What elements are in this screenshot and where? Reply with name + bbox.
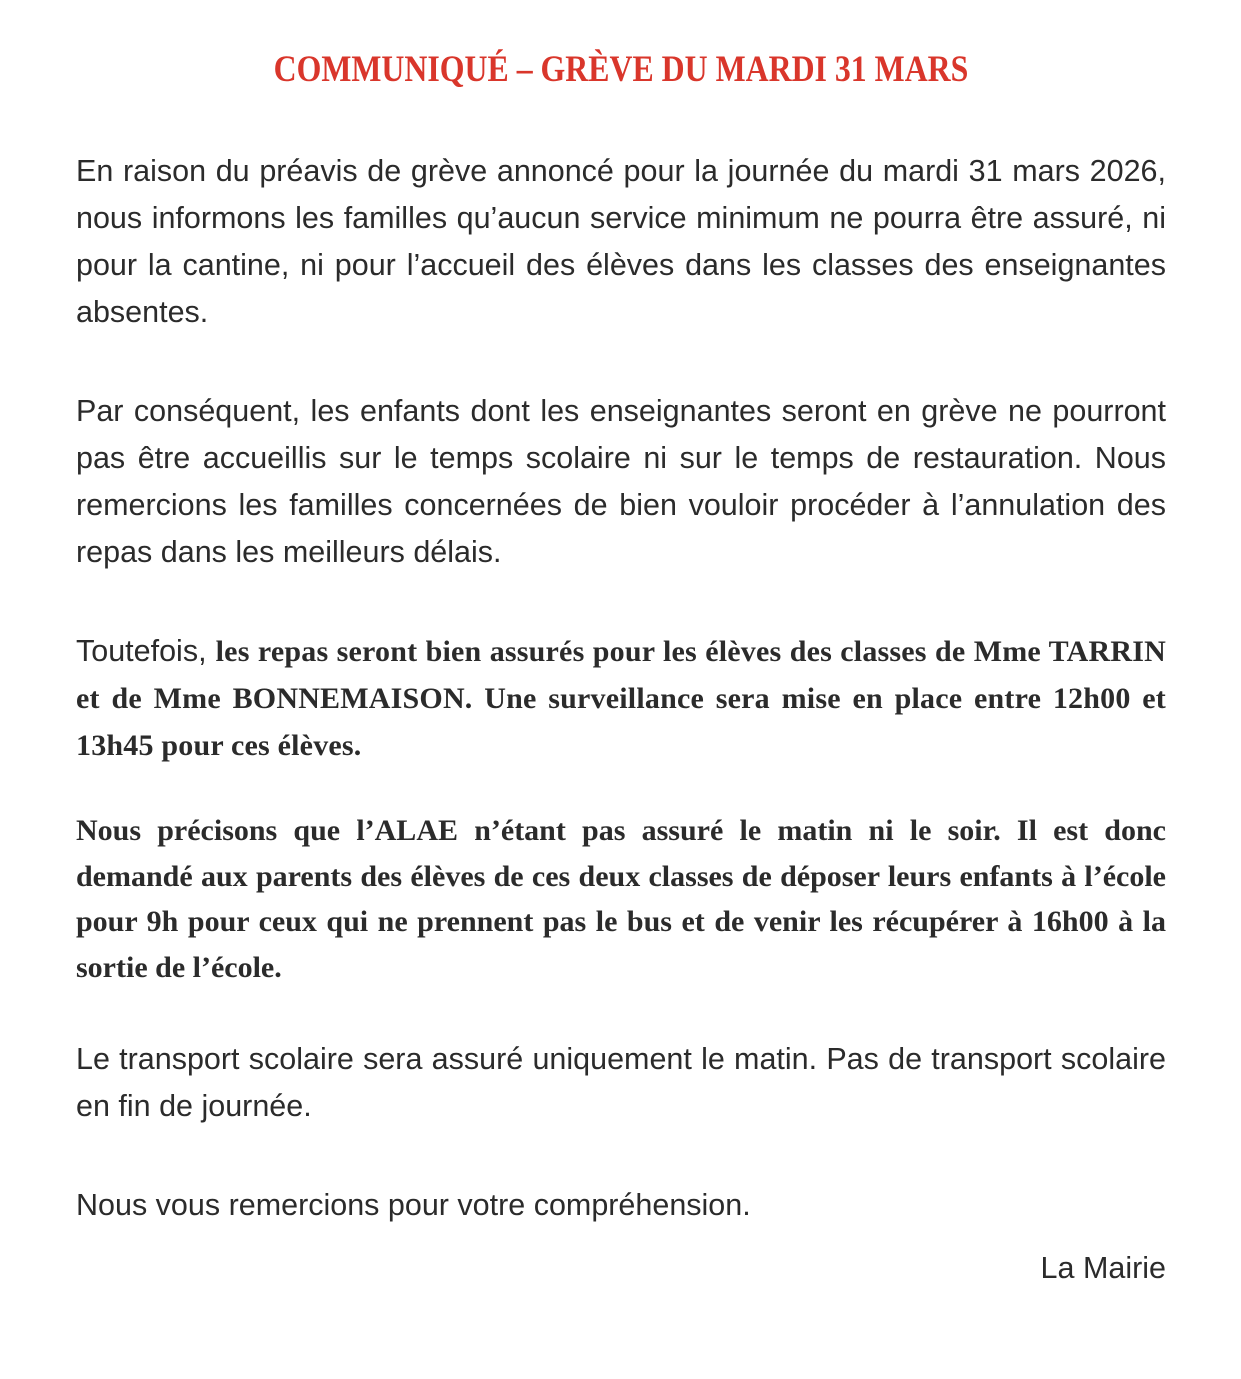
paragraph-alae-notice: Nous précisons que l’ALAE n’étant pas assuré le matin ni le soir. Il est donc demandé aux parents des élèves de ces deux classes de déposer leurs enfants à l’école pour 9h pour ceux qui ne prennent pas le bus et de venir les récupérer à 16h00 à la sortie de l’école.: [76, 814, 1166, 984]
paragraph-transport: Le transport scolaire sera assuré uniquement le matin. Pas de transport scolaire en fin de journée.: [76, 1042, 1166, 1123]
paragraph-meals-exception: [76, 628, 1166, 769]
signature: La Mairie: [1040, 1251, 1166, 1285]
paragraph-meals-lead: Toutefois,: [76, 634, 216, 668]
document-title: COMMUNIQUÉ – GRÈVE DU MARDI 31 MARS: [273, 49, 969, 90]
paragraph-consequences: Par conséquent, les enfants dont les enseignantes seront en grève ne pourront pas être accueillis sur le temps scolaire ni sur le temps de restauration. Nous remercions les familles concernées de bien vouloir procéder à l’annulation des repas dans les meilleurs délais.: [76, 394, 1166, 569]
paragraph-thanks: Nous vous remercions pour votre compréhension.: [76, 1188, 751, 1222]
paragraph-strike-notice: En raison du préavis de grève annoncé pour la journée du mardi 31 mars 2026, nous informons les familles qu’aucun service minimum ne pourra être assuré, ni pour la cantine, ni pour l’accueil des élèves dans les classes des enseignantes absentes.: [76, 154, 1166, 329]
paragraph-meals-bold: les repas seront bien assurés pour les élèves des classes de Mme TARRIN et de Mme BONNEMAISON. Une surveillance sera mise en place entre 12h00 et 13h45 pour ces élèves.: [76, 635, 1166, 762]
